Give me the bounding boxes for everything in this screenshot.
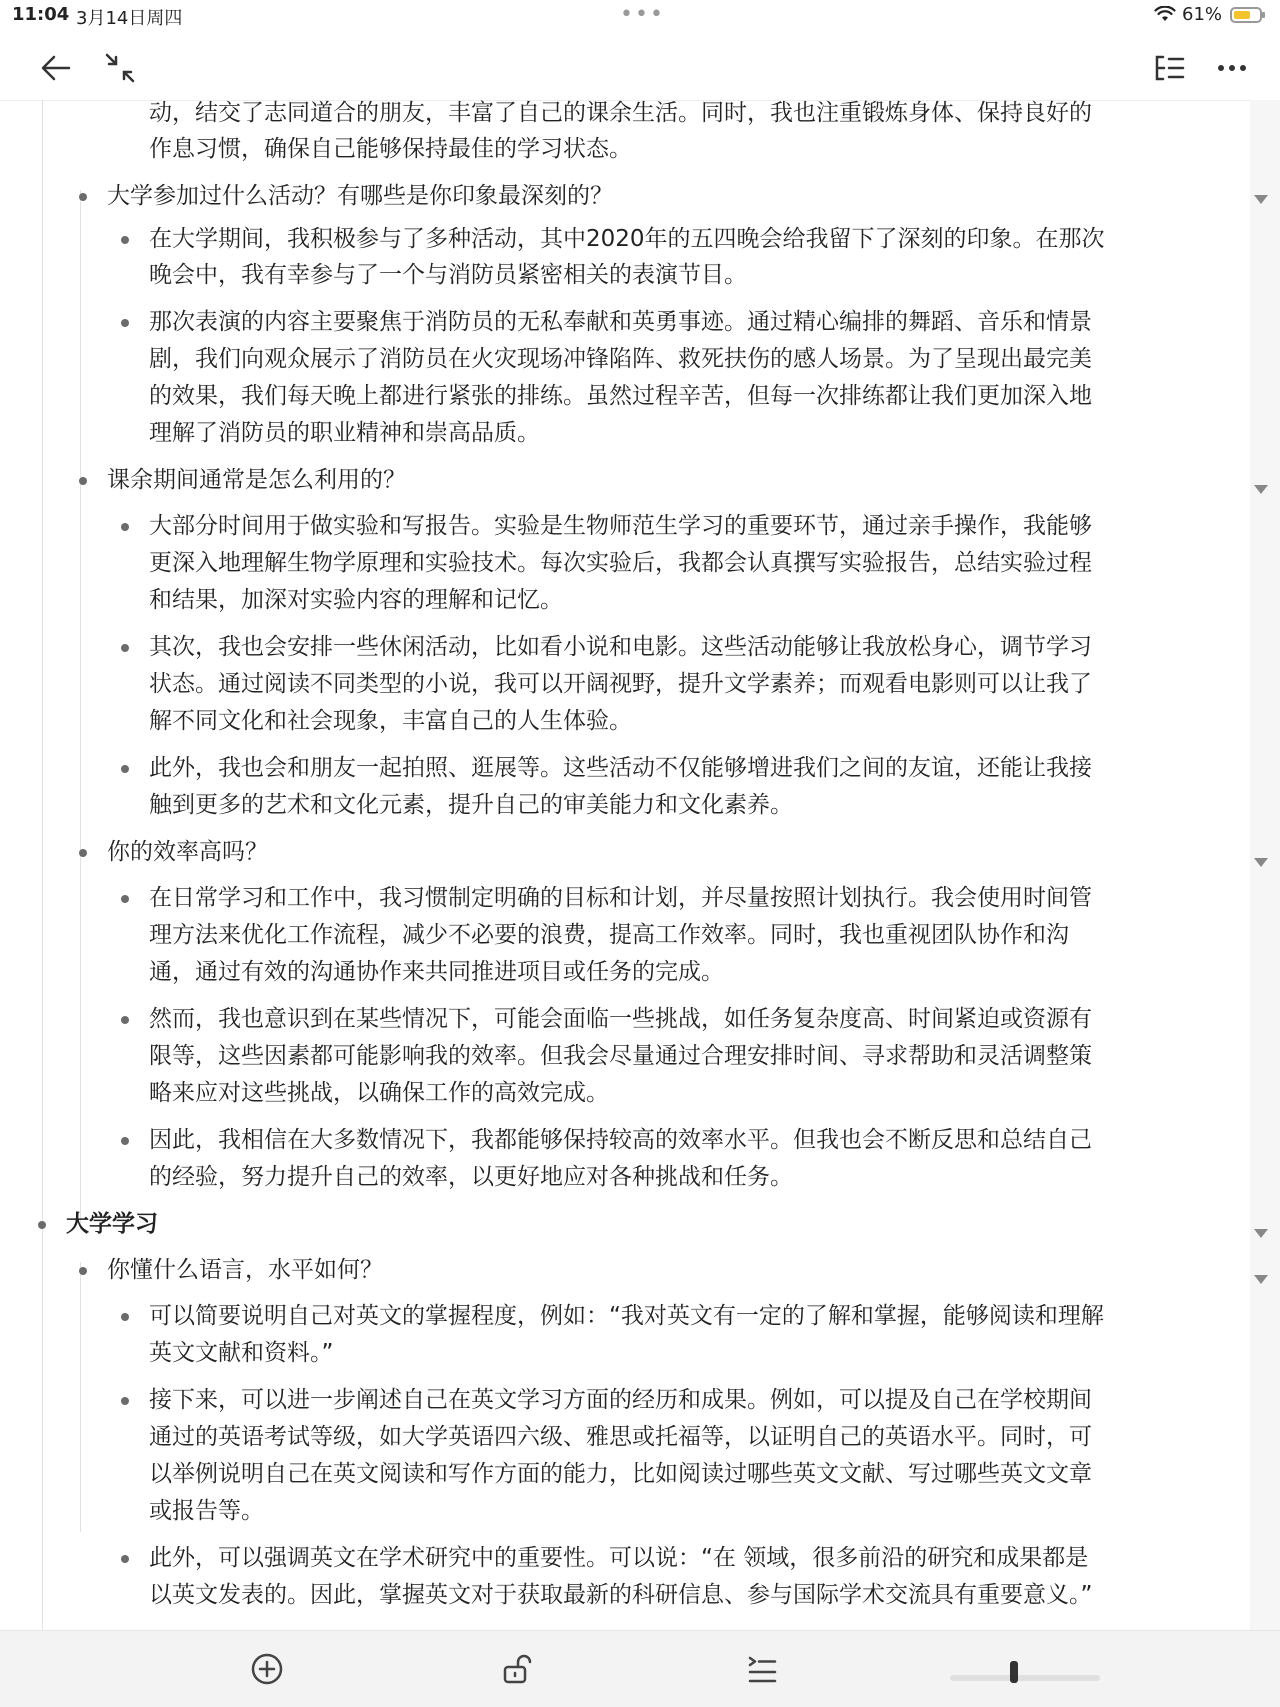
outline-answer-line[interactable]: 作息习惯，确保自己能够保持最佳的学习状态。	[149, 136, 632, 162]
outline-answer-line[interactable]: 状态。通过阅读不同类型的小说，我可以开阔视野，提升文学素养；而观看电影则可以让我了	[149, 671, 1092, 697]
outline-document	[0, 100, 1250, 1630]
outline-bullet[interactable]	[121, 319, 129, 327]
outline-answer-line[interactable]: 或报告等。	[149, 1498, 264, 1524]
outline-list-icon[interactable]	[1148, 46, 1192, 90]
chevron-down-icon[interactable]	[1254, 858, 1268, 867]
outline-answer-line[interactable]: 在大学期间，我积极参与了多种活动，其中2020年的五四晚会给我留下了深刻的印象。在那次	[149, 226, 1105, 252]
outline-answer-line[interactable]: 接下来，可以进一步阐述自己在英文学习方面的经历和成果。例如，可以提及自己在学校期间	[149, 1387, 1092, 1413]
outline-answer-line[interactable]: 的效果，我们每天晚上都进行紧张的排练。虽然过程辛苦，但每一次排练都让我们更加深入地	[149, 383, 1092, 409]
outline-answer-line[interactable]: 晚会中，我有幸参与了一个与消防员紧密相关的表演节目。	[149, 262, 747, 288]
outline-answer-line[interactable]: 此外，我也会和朋友一起拍照、逛展等。这些活动不仅能够增进我们之间的友谊，还能让我接	[149, 755, 1092, 781]
outline-question[interactable]: 课余期间通常是怎么利用的？	[107, 467, 406, 493]
outline-question[interactable]: 你的效率高吗？	[107, 839, 268, 865]
outline-answer-line[interactable]: 动，结交了志同道合的朋友，丰富了自己的课余生活。同时，我也注重锻炼身体、保持良好的	[149, 100, 1092, 126]
outline-bullet[interactable]	[79, 477, 87, 485]
battery-percent: 61%	[1182, 4, 1223, 25]
outline-heading[interactable]: 大学学习	[66, 1211, 158, 1237]
outline-bullet[interactable]	[121, 765, 129, 773]
chevron-down-icon[interactable]	[1254, 485, 1268, 494]
outline-bullet[interactable]	[121, 895, 129, 903]
add-circle-icon[interactable]	[247, 1649, 287, 1689]
chevron-down-icon[interactable]	[1254, 1229, 1268, 1238]
outline-answer-line[interactable]: 理解了消防员的职业精神和崇高品质。	[149, 420, 540, 446]
outline-indent-guide	[42, 1250, 43, 1630]
outline-answer-line[interactable]: 通，通过有效的沟通协作来共同推进项目或任务的完成。	[149, 959, 724, 985]
outline-bullet[interactable]	[79, 849, 87, 857]
outline-answer-line[interactable]: 限等，这些因素都可能影响我的效率。但我会尽量通过合理安排时间、寻求帮助和灵活调整策	[149, 1043, 1092, 1069]
outline-question[interactable]: 你懂什么语言，水平如何？	[107, 1257, 383, 1283]
outline-answer-line[interactable]: 通过的英语考试等级，如大学英语四六级、雅思或托福等，以证明自己的英语水平。同时，可	[149, 1424, 1092, 1450]
outline-bullet[interactable]	[121, 1313, 129, 1321]
home-indicator-shadow	[950, 1675, 1100, 1681]
outline-bullet[interactable]	[79, 1267, 87, 1275]
unlock-icon[interactable]	[497, 1649, 537, 1689]
chevron-down-icon[interactable]	[1254, 195, 1268, 204]
outline-answer-line[interactable]: 其次，我也会安排一些休闲活动，比如看小说和电影。这些活动能够让我放松身心，调节学习	[149, 634, 1092, 660]
outline-answer-line[interactable]: 触到更多的艺术和文化元素，提升自己的审美能力和文化素养。	[149, 792, 793, 818]
chevron-down-icon[interactable]	[1254, 1275, 1268, 1284]
battery-icon	[1230, 7, 1262, 23]
outline-answer-line[interactable]: 然而，我也意识到在某些情况下，可能会面临一些挑战，如任务复杂度高、时间紧迫或资源有	[149, 1006, 1092, 1032]
outline-bullet[interactable]	[121, 1555, 129, 1563]
outline-bullet[interactable]	[121, 236, 129, 244]
multitasking-dots-icon[interactable]: •••	[620, 2, 665, 27]
outline-answer-line[interactable]: 解不同文化和社会现象，丰富自己的人生体验。	[149, 708, 632, 734]
outline-bullet[interactable]	[121, 1137, 129, 1145]
outline-answer-line[interactable]: 以英文发表的。因此，掌握英文对于获取最新的科研信息、参与国际学术交流具有重要意义。”	[149, 1582, 1093, 1608]
outline-answer-line[interactable]: 剧，我们向观众展示了消防员在火灾现场冲锋陷阵、救死扶伤的感人场景。为了呈现出最完美	[149, 346, 1092, 372]
wifi-icon	[1154, 6, 1176, 22]
outline-bullet[interactable]	[121, 644, 129, 652]
outline-answer-line[interactable]: 可以简要说明自己对英文的掌握程度，例如：“我对英文有一定的了解和掌握，能够阅读和理解	[149, 1303, 1104, 1329]
outline-answer-line[interactable]: 以举例说明自己在英文阅读和写作方面的能力，比如阅读过哪些英文文献、写过哪些英文文章	[149, 1461, 1092, 1487]
outline-answer-line[interactable]: 更深入地理解生物学原理和实验技术。每次实验后，我都会认真撰写实验报告，总结实验过程	[149, 550, 1092, 576]
outline-bullet[interactable]	[121, 1016, 129, 1024]
outline-answer-line[interactable]: 理方法来优化工作流程，减少不必要的浪费，提高工作效率。同时，我也重视团队协作和沟	[149, 922, 1069, 948]
outline-answer-line[interactable]: 和结果，加深对实验内容的理解和记忆。	[149, 587, 563, 613]
status-date: 3月14日周四	[76, 8, 183, 29]
outline-answer-line[interactable]: 此外，可以强调英文在学术研究中的重要性。可以说：“在 领域，很多前沿的研究和成果都是	[149, 1545, 1089, 1571]
arrow-left-icon[interactable]	[34, 46, 78, 90]
outline-indent-guide	[80, 190, 81, 1230]
outline-bullet[interactable]	[121, 523, 129, 531]
outline-bullet[interactable]	[121, 1397, 129, 1405]
minimize-arrows-icon[interactable]	[98, 46, 142, 90]
outline-answer-line[interactable]: 略来应对这些挑战，以确保工作的高效完成。	[149, 1080, 609, 1106]
outline-answer-line[interactable]: 那次表演的内容主要聚焦于消防员的无私奉献和英勇事迹。通过精心编排的舞蹈、音乐和情景	[149, 309, 1092, 335]
outline-bullet[interactable]	[79, 193, 87, 201]
bottom-toolbar	[0, 1630, 1280, 1707]
status-time: 11:04	[12, 4, 70, 25]
outline-answer-line[interactable]: 因此，我相信在大多数情况下，我都能够保持较高的效率水平。但我也会不断反思和总结自己	[149, 1127, 1092, 1153]
outline-answer-line[interactable]: 的经验，努力提升自己的效率，以更好地应对各种挑战和任务。	[149, 1164, 793, 1190]
outline-question[interactable]: 大学参加过什么活动？有哪些是你印象最深刻的？	[107, 183, 613, 209]
status-bar	[0, 0, 1280, 34]
outline-indent-guide	[80, 1262, 81, 1532]
outline-bullet[interactable]	[38, 1221, 46, 1229]
battery-level-fill	[1234, 11, 1250, 19]
outline-answer-line[interactable]: 大部分时间用于做实验和写报告。实验是生物师范生学习的重要环节，通过亲手操作，我能够	[149, 513, 1092, 539]
top-toolbar	[0, 34, 1280, 101]
outline-answer-line[interactable]: 英文文献和资料。”	[149, 1340, 334, 1366]
more-horizontal-icon[interactable]	[1210, 46, 1254, 90]
outline-indent-icon[interactable]	[742, 1649, 782, 1689]
home-indicator[interactable]	[1010, 1661, 1018, 1683]
outline-answer-line[interactable]: 在日常学习和工作中，我习惯制定明确的目标和计划，并尽量按照计划执行。我会使用时间管	[149, 885, 1092, 911]
